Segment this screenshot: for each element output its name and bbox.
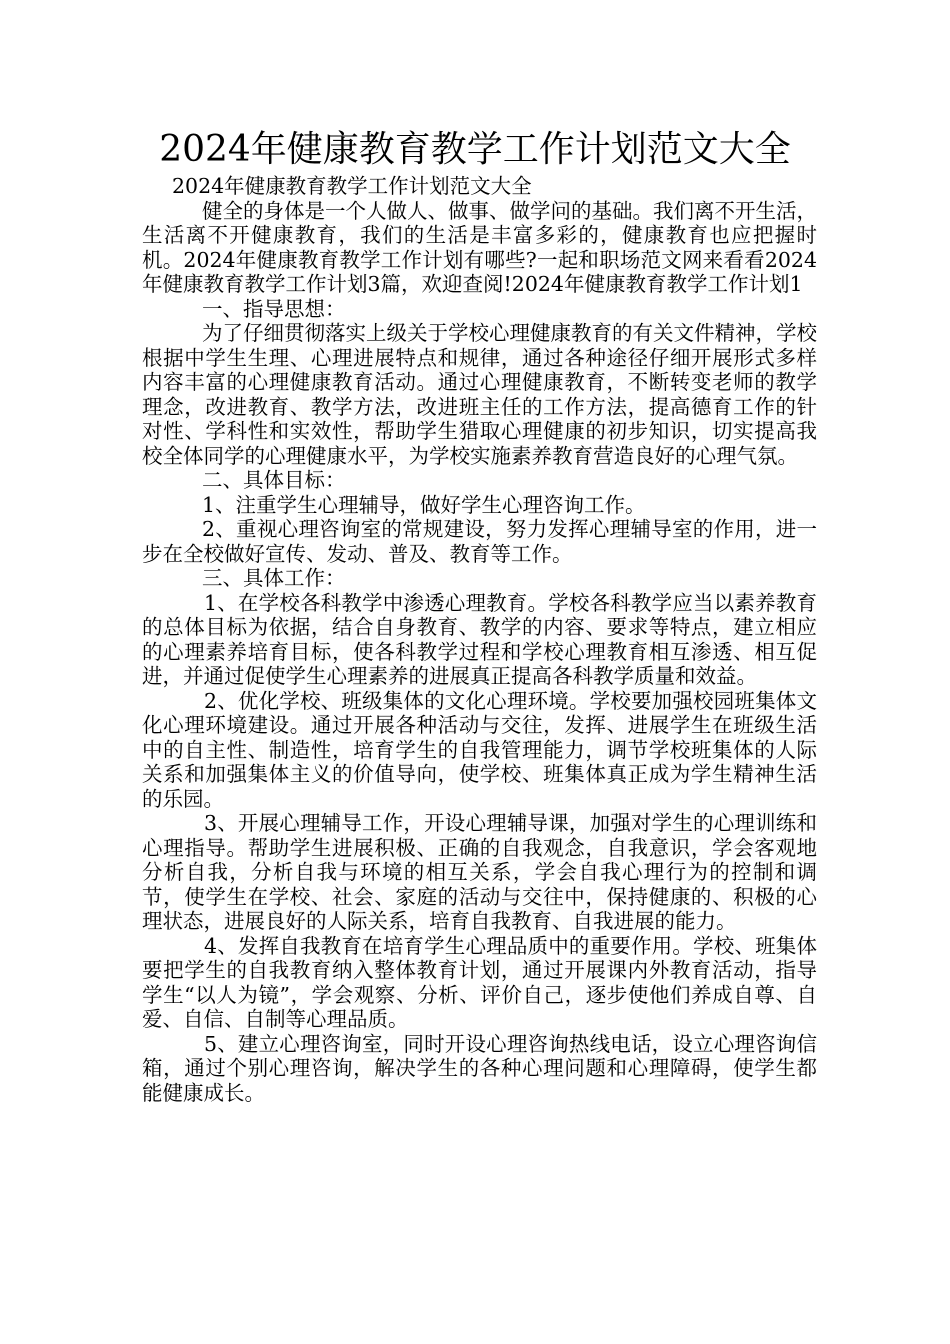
section-heading-specific-goals: 二、具体目标： bbox=[202, 468, 346, 492]
work-item-4: 4、发挥自我教育在培育学生心理品质中的重要作用。学校、班集体要把学生的自我教育纳入整体教育计划，通过开展课内外教育活动，指导学生“以人为镜”，学会观察、分析、评价自己，逐步使他们养成自尊、自爱、自信、自制等心理品质。 bbox=[142, 933, 817, 1031]
goal-item-2: 2、重视心理咨询室的常规建设，努力发挥心理辅导室的作用，进一步在全校做好宣传、发动、普及、教育等工作。 bbox=[142, 517, 817, 566]
guiding-thought-paragraph: 为了仔细贯彻落实上级关于学校心理健康教育的有关文件精神，学校根据中学生生理、心理进展特点和规律，通过各种途径仔细开展形式多样内容丰富的心理健康教育活动。通过心理健康教育，不断转变老师的教学理念，改进教育、教学方法，改进班主任的工作方法，提高德育工作的针对性、学科性和实效性，帮助学生猎取心理健康的初步知识，切实提高我校全体同学的心理健康水平，为学校实施素养教育营造良好的心理气氛。 bbox=[142, 321, 817, 468]
section-heading-guiding-thought: 一、指导思想： bbox=[202, 296, 346, 321]
document-body bbox=[142, 174, 817, 1105]
subtitle-paragraph: 2024年健康教育教学工作计划范文大全 bbox=[172, 174, 532, 198]
work-item-3: 3、开展心理辅导工作，开设心理辅导课，加强对学生的心理训练和心理指导。帮助学生进展积极、正确的自我观念，自我意识，学会客观地分析自我，分析自我与环境的相互关系，学会自我心理行为的控制和调节，使学生在学校、社会、家庭的活动与交往中，保持健康的、积极的心理状态，进展良好的人际关系，培育自我教育、自我进展的能力。 bbox=[142, 811, 817, 933]
goal-item-1: 1、注重学生心理辅导，做好学生心理咨询工作。 bbox=[202, 492, 646, 517]
intro-paragraph: 健全的身体是一个人做人、做事、做学问的基础。我们离不开生活，生活离不开健康教育，我们的生活是丰富多彩的，健康教育也应把握时机。2024年健康教育教学工作计划有哪些?一起和职场范文网来看看2024年健康教育教学工作计划3篇，欢迎查阅!2024年健康教育教学工作计划1 bbox=[142, 198, 817, 296]
work-item-1: 1、在学校各科教学中渗透心理教育。学校各科教学应当以素养教育的总体目标为依据，结合自身教育、教学的内容、要求等特点，建立相应的心理素养培育目标，使各科教学过程和学校心理教育相互渗透、相互促进，并通过促使学生心理素养的进展真正提高各科教学质量和效益。 bbox=[142, 590, 817, 688]
section-heading-specific-work: 三、具体工作： bbox=[202, 566, 346, 590]
work-item-5: 5、建立心理咨询室，同时开设心理咨询热线电话，设立心理咨询信箱，通过个别心理咨询，解决学生的各种心理问题和心理障碍，使学生都能健康成长。 bbox=[142, 1031, 817, 1105]
document-title: 2024年健康教育教学工作计划范文大全 bbox=[159, 129, 791, 170]
work-item-2: 2、优化学校、班级集体的文化心理环境。学校要加强校园班集体文化心理环境建设。通过开展各种活动与交往，发挥、进展学生在班级生活中的自主性、制造性，培育学生的自我管理能力，调节学校班集体的人际关系和加强集体主义的价值导向，使学校、班集体真正成为学生精神生活的乐园。 bbox=[142, 688, 817, 811]
